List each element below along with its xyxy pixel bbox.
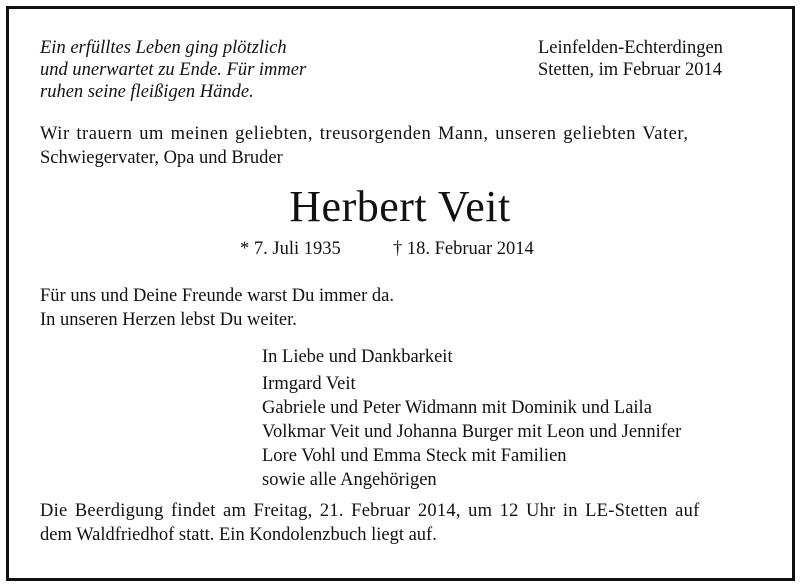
date-line: Stetten, im Februar 2014 [538,60,722,80]
birth-date: * 7. Juli 1935 [240,239,341,259]
verse-line: Ein erfülltes Leben ging plötzlich [40,38,287,58]
mourners-list [262,345,681,492]
mourner-name: sowie alle Angehörigen [262,470,437,490]
place-line: Leinfelden-Echterdingen [538,38,723,58]
funeral-line: Die Beerdigung findet am Freitag, 21. Februar 2014, um 12 Uhr in LE-Stetten auf [40,501,700,521]
funeral-line: dem Waldfriedhof statt. Ein Kondolenzbuch liegt auf. [40,525,437,545]
mourners-heading: In Liebe und Dankbarkeit [262,347,453,367]
message-line: Für uns und Deine Freunde warst Du immer da. [40,286,395,306]
intro-line: Wir trauern um meinen geliebten, treusorgenden Mann, unseren geliebten Vater, [40,124,689,144]
place-and-date [538,37,723,81]
life-dates [240,237,534,261]
funeral-notice [40,499,700,547]
mourner-name: Gabriele und Peter Widmann mit Dominik und Laila [262,398,652,418]
verse-line: ruhen seine fleißigen Hände. [40,82,254,102]
death-date: † 18. Februar 2014 [393,239,534,259]
mourner-name: Lore Vohl und Emma Steck mit Familien [262,446,567,466]
mourner-name: Volkmar Veit und Johanna Burger mit Leon und Jennifer [262,422,682,442]
mourning-intro [40,122,689,170]
memorial-verse [40,37,306,103]
verse-line: und unerwartet zu Ende. Für immer [40,60,307,80]
message-line: In unseren Herzen lebst Du weiter. [40,310,297,330]
deceased-name: Herbert Veit [289,182,511,231]
farewell-message [40,284,394,332]
intro-line: Schwiegervater, Opa und Bruder [40,148,283,168]
mourner-name: Irmgard Veit [262,374,356,394]
